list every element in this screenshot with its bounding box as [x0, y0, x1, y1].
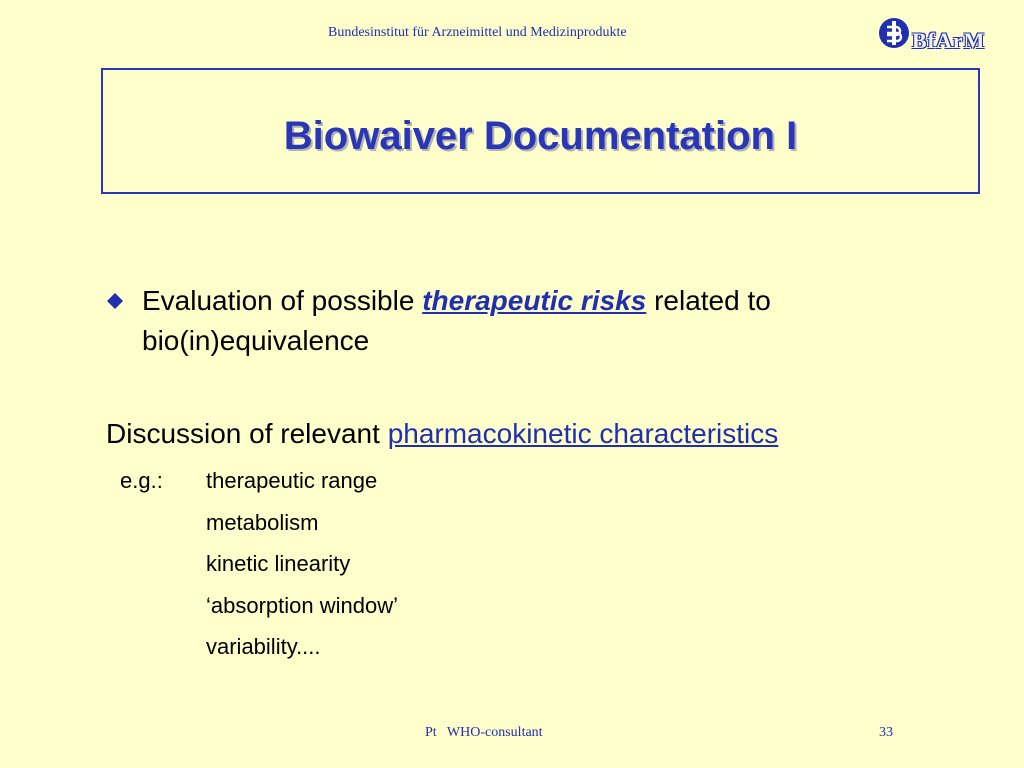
- example-item: variability....: [206, 634, 321, 659]
- title-box: [101, 68, 980, 194]
- footer-left: Pt WHO-consultant: [425, 725, 543, 740]
- discussion-line: [106, 418, 778, 450]
- page-number: 33: [879, 725, 893, 740]
- slide-title: Biowaiver Documentation I: [283, 114, 798, 158]
- discussion-underlined: pharmacokinetic characteristics: [387, 418, 779, 449]
- bullet-evaluation: [142, 281, 932, 361]
- diamond-bullet-icon: [106, 292, 124, 310]
- logo-text: BfArM: [912, 28, 986, 53]
- bullet-text-before: Evaluation of possible: [142, 285, 423, 316]
- bullet-emphasis: therapeutic risks: [422, 285, 647, 316]
- discussion-text: Discussion of relevant: [106, 418, 388, 449]
- bfarm-logo: [878, 14, 1008, 54]
- example-item: ‘absorption window’: [206, 593, 398, 618]
- header-institute: Bundesinstitut für Arzneimittel und Medizinprodukte: [328, 25, 627, 40]
- bullet-text-after: related to bio(in)equivalence: [142, 285, 771, 356]
- example-item: therapeutic range: [206, 468, 378, 493]
- examples-label: e.g.:: [120, 468, 163, 493]
- bfarm-emblem-icon: [878, 16, 910, 50]
- example-item: kinetic linearity: [206, 551, 351, 576]
- example-item: metabolism: [206, 510, 319, 535]
